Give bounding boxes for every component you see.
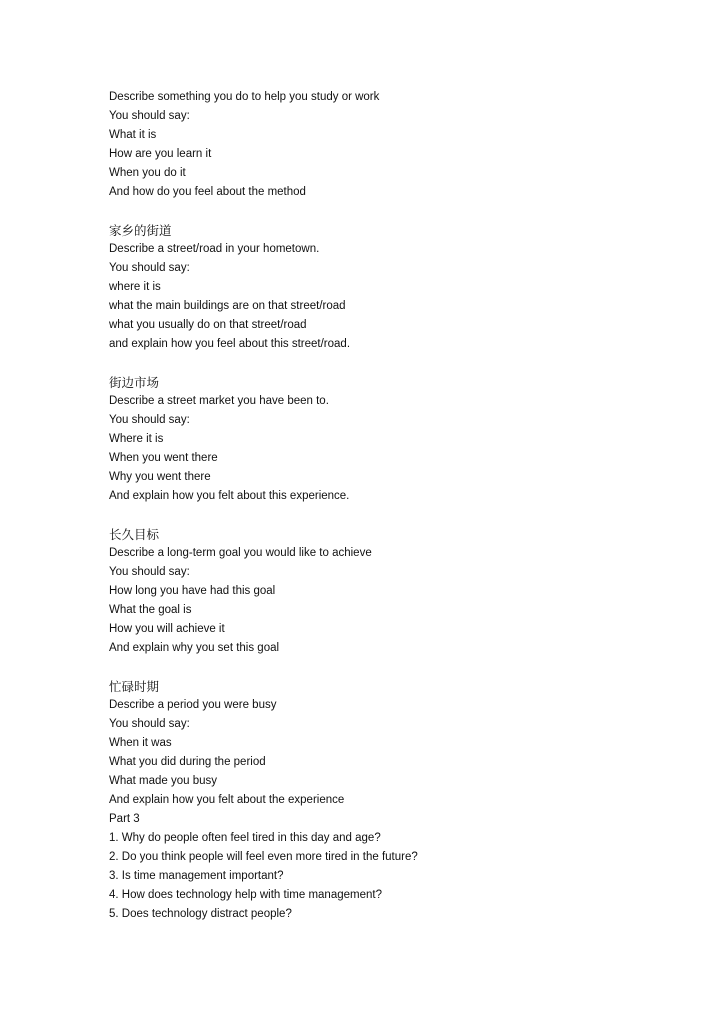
topic-prompt: You should say: <box>109 414 190 426</box>
part3-question: 1. Why do people often feel tired in this day and age? <box>109 832 381 844</box>
topic-point: And explain why you set this goal <box>109 642 280 654</box>
part3-question: 4. How does technology help with time management? <box>109 889 382 901</box>
topic-point: And explain how you felt about the experience <box>109 794 345 806</box>
topic-point: What made you busy <box>109 775 218 787</box>
topic-point: How long you have had this goal <box>109 585 276 597</box>
topic-heading: 长久目标 <box>109 527 160 542</box>
topic-point: When you went there <box>109 452 218 464</box>
topic-street-market <box>109 373 669 506</box>
topic-point: where it is <box>109 281 161 293</box>
topic-title: Describe a street market you have been to. <box>109 395 329 407</box>
topic-point: what the main buildings are on that street/road <box>109 300 346 312</box>
topic-heading: 忙碌时期 <box>109 679 160 694</box>
topic-hometown-street <box>109 221 669 354</box>
topic-title: Describe a long-term goal you would like to achieve <box>109 547 372 559</box>
topic-long-term-goal <box>109 525 669 658</box>
topic-title: Describe a street/road in your hometown. <box>109 243 320 255</box>
topic-point: What you did during the period <box>109 756 266 768</box>
topic-prompt: You should say: <box>109 718 190 730</box>
topic-point: Where it is <box>109 433 164 445</box>
topic-heading: 街边市场 <box>109 375 160 390</box>
topic-study-method <box>109 88 669 202</box>
topic-prompt: You should say: <box>109 262 190 274</box>
topic-point: what you usually do on that street/road <box>109 319 307 331</box>
part3-label: Part 3 <box>109 813 140 825</box>
topic-prompt: You should say: <box>109 566 190 578</box>
part3-question: 5. Does technology distract people? <box>109 908 292 920</box>
topic-title: Describe something you do to help you study or work <box>109 91 380 103</box>
topic-point: and explain how you feel about this street/road. <box>109 338 351 350</box>
part3-question: 2. Do you think people will feel even more tired in the future? <box>109 851 418 863</box>
topic-point: How are you learn it <box>109 148 212 160</box>
topic-point: Why you went there <box>109 471 211 483</box>
topic-point: What the goal is <box>109 604 192 616</box>
topic-point: When you do it <box>109 167 186 179</box>
part3-question: 3. Is time management important? <box>109 870 284 882</box>
topic-busy-period <box>109 677 669 924</box>
topic-prompt: You should say: <box>109 110 190 122</box>
topic-point: And explain how you felt about this experience. <box>109 490 350 502</box>
topic-point: And how do you feel about the method <box>109 186 306 198</box>
topic-title: Describe a period you were busy <box>109 699 277 711</box>
topic-point: When it was <box>109 737 172 749</box>
topic-heading: 家乡的街道 <box>109 223 172 238</box>
topic-point: How you will achieve it <box>109 623 225 635</box>
topic-point: What it is <box>109 129 157 141</box>
document-content <box>109 88 669 924</box>
